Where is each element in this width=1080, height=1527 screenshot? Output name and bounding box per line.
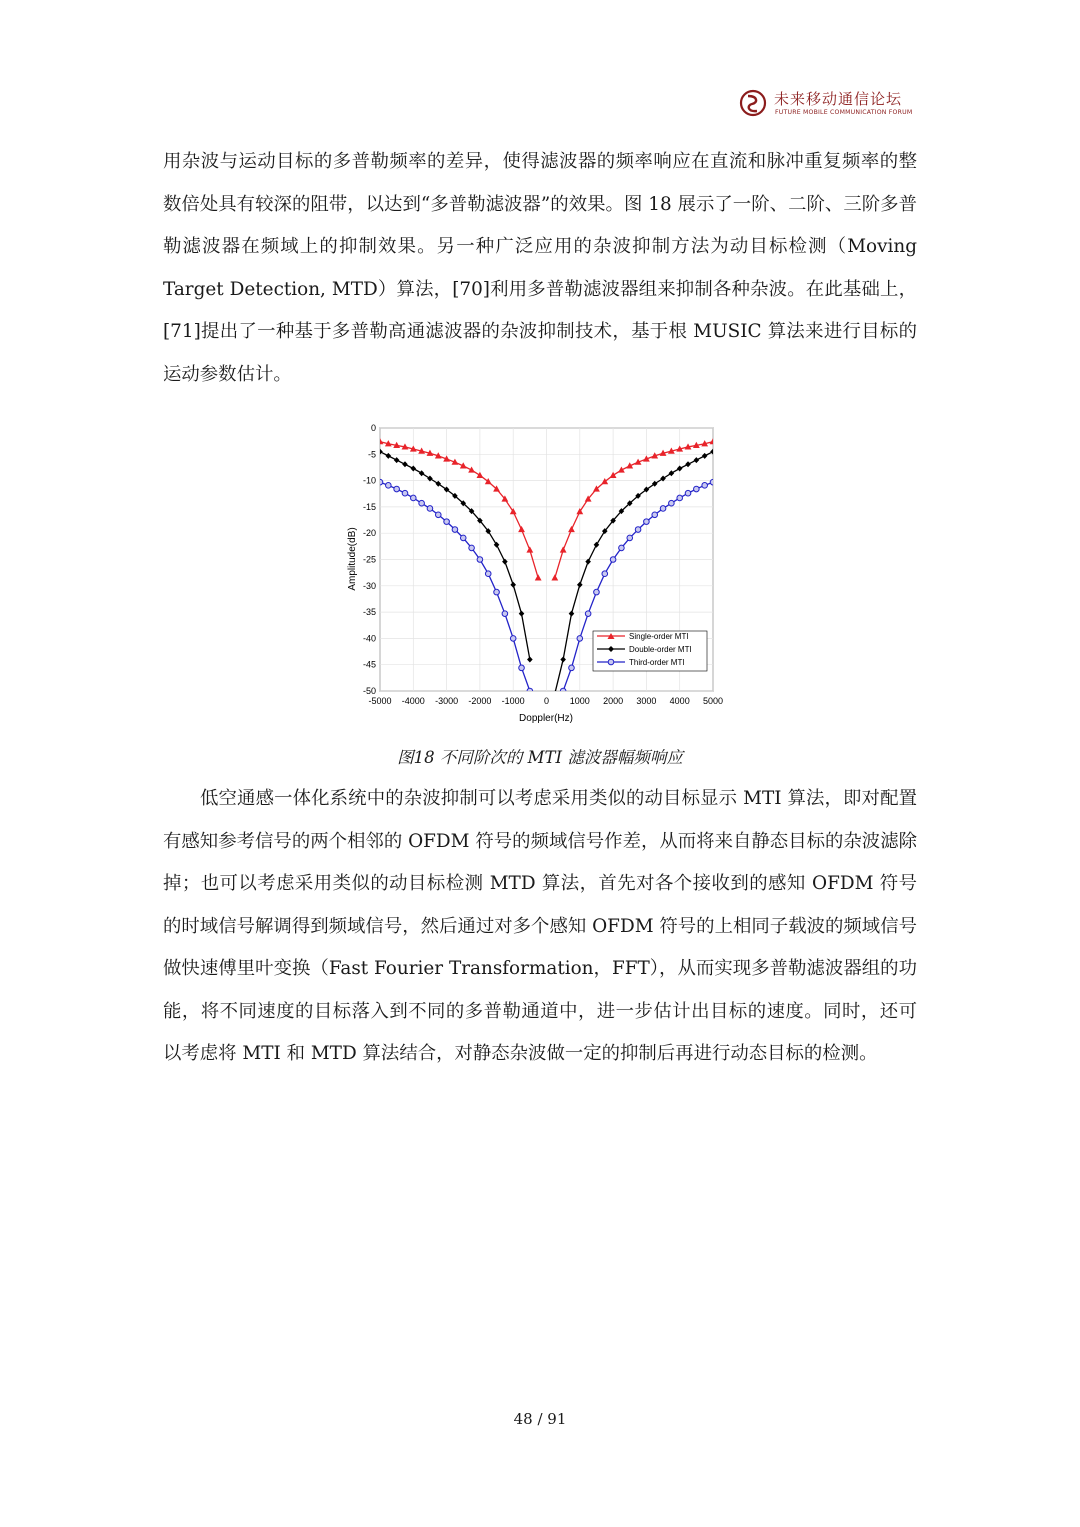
x-tick-label: -5000: [368, 696, 392, 706]
y-tick-label: -25: [362, 554, 376, 565]
data-point: [660, 506, 666, 512]
x-tick-label: 3000: [636, 696, 657, 706]
data-point: [552, 691, 558, 697]
data-point: [569, 665, 575, 671]
data-point: [602, 571, 608, 577]
legend: [593, 631, 707, 671]
y-tick-label: -45: [362, 659, 376, 670]
data-point: [652, 512, 658, 518]
legend-marker-third: [608, 659, 614, 665]
data-point: [619, 545, 625, 551]
data-point: [635, 527, 641, 533]
data-point: [519, 665, 525, 671]
figure-caption: 图18 不同阶次的 MTI 滤波器幅频响应: [397, 748, 683, 767]
legend-label-single: Single-order MTI: [629, 632, 689, 641]
data-point: [444, 519, 450, 525]
x-tick-label: 5000: [702, 696, 724, 706]
data-point: [560, 688, 566, 694]
data-point: [411, 495, 417, 501]
y-tick-label: -10: [362, 475, 376, 486]
paragraph-discussion: 低空通感一体化系统中的杂波抑制可以考虑采用类似的动目标显示 MTI 算法，即对配置有感知参考信号的两个相邻的 OFDM 符号的频域信号作差，从而将来自静态目标的杂波滤除掉；也可以考虑采用类似的动目标检测 MTD 算法，首先对各个接收到的感知 OFDM 符号的时域信号解调得到频域信号，然后通过对多个感知 OFDM 符号的上相同子载波的频域信号做快速傅里叶变换（Fast Fourier Transformation，FFT），从而实现多普勒滤波器组的功能，将不同速度的目标落入到不同的多普勒通道中，进一步估计出目标的速度。同时，还可以考虑将 MTI 和 MTD 算法结合，对静态杂波做一定的抑制后再进行动态目标的检测。: [163, 788, 917, 1064]
data-point: [577, 636, 583, 642]
data-point: [427, 506, 433, 512]
data-point: [585, 611, 591, 617]
x-tick-label: 0: [543, 696, 550, 706]
x-tick-label: 2000: [603, 696, 624, 706]
forum-logo-icon: [738, 88, 768, 118]
data-point: [677, 495, 683, 501]
data-point: [502, 611, 508, 617]
y-tick-label: -5: [367, 449, 376, 460]
x-tick-label: 1000: [569, 696, 590, 706]
data-point: [419, 500, 425, 506]
logo-chinese-name: 未来移动通信论坛: [774, 90, 903, 108]
y-tick-label: -50: [362, 686, 376, 696]
y-tick-label: 0: [370, 423, 376, 433]
x-tick-label: -2000: [468, 696, 492, 706]
data-point: [460, 535, 466, 541]
y-tick-label: -20: [362, 528, 376, 539]
x-tick-label: -3000: [435, 696, 459, 706]
data-point: [594, 589, 600, 595]
x-tick-label: 4000: [669, 696, 690, 706]
x-tick-label: -4000: [401, 696, 425, 706]
y-tick-label: -30: [362, 580, 376, 591]
mti-response-chart: [335, 415, 735, 725]
data-point: [685, 490, 691, 496]
data-point: [527, 688, 533, 694]
page-number: 48 / 91: [513, 1410, 567, 1428]
data-point: [469, 545, 475, 551]
data-point: [702, 483, 708, 489]
data-point: [452, 527, 458, 533]
data-point: [694, 486, 700, 492]
x-tick-label: -1000: [501, 696, 525, 706]
figure-18: [335, 415, 735, 725]
data-point: [494, 589, 500, 595]
header-logo: [738, 88, 913, 122]
data-point: [394, 486, 400, 492]
logo-english-name: FUTURE MOBILE COMMUNICATION FORUM: [775, 109, 913, 116]
data-point: [610, 557, 616, 563]
data-point: [710, 479, 716, 485]
legend-label-double: Double-order MTI: [629, 645, 692, 654]
data-point: [669, 500, 675, 506]
y-tick-label: -35: [362, 607, 376, 618]
legend-label-third: Third-order MTI: [629, 658, 685, 667]
data-point: [627, 535, 633, 541]
y-axis-label: Amplitude(dB): [347, 527, 358, 591]
data-point: [377, 479, 383, 485]
paragraph-intro: 用杂波与运动目标的多普勒频率的差异，使得滤波器的频率响应在直流和脉冲重复频率的整数倍处具有较深的阻带，以达到“多普勒滤波器”的效果。图 18 展示了一阶、二阶、三阶多普勒滤波器在频域上的抑制效果。另一种广泛应用的杂波抑制方法为动目标检测（Moving Target Detection, MTD）算法，[70]利用多普勒滤波器组来抑制各种杂波。在此基础上，[71]提出了一种基于多普勒高通滤波器的杂波抑制技术，基于根 MUSIC 算法来进行目标的运动参数估计。: [163, 151, 917, 385]
data-point: [386, 483, 392, 489]
data-point: [477, 557, 483, 563]
data-point: [435, 512, 441, 518]
y-tick-label: -15: [362, 501, 376, 512]
data-point: [402, 490, 408, 496]
data-point: [485, 571, 491, 577]
x-axis-label: Doppler(Hz): [519, 713, 573, 724]
data-point: [644, 519, 650, 525]
y-tick-label: -40: [362, 633, 376, 644]
data-point: [510, 636, 516, 642]
